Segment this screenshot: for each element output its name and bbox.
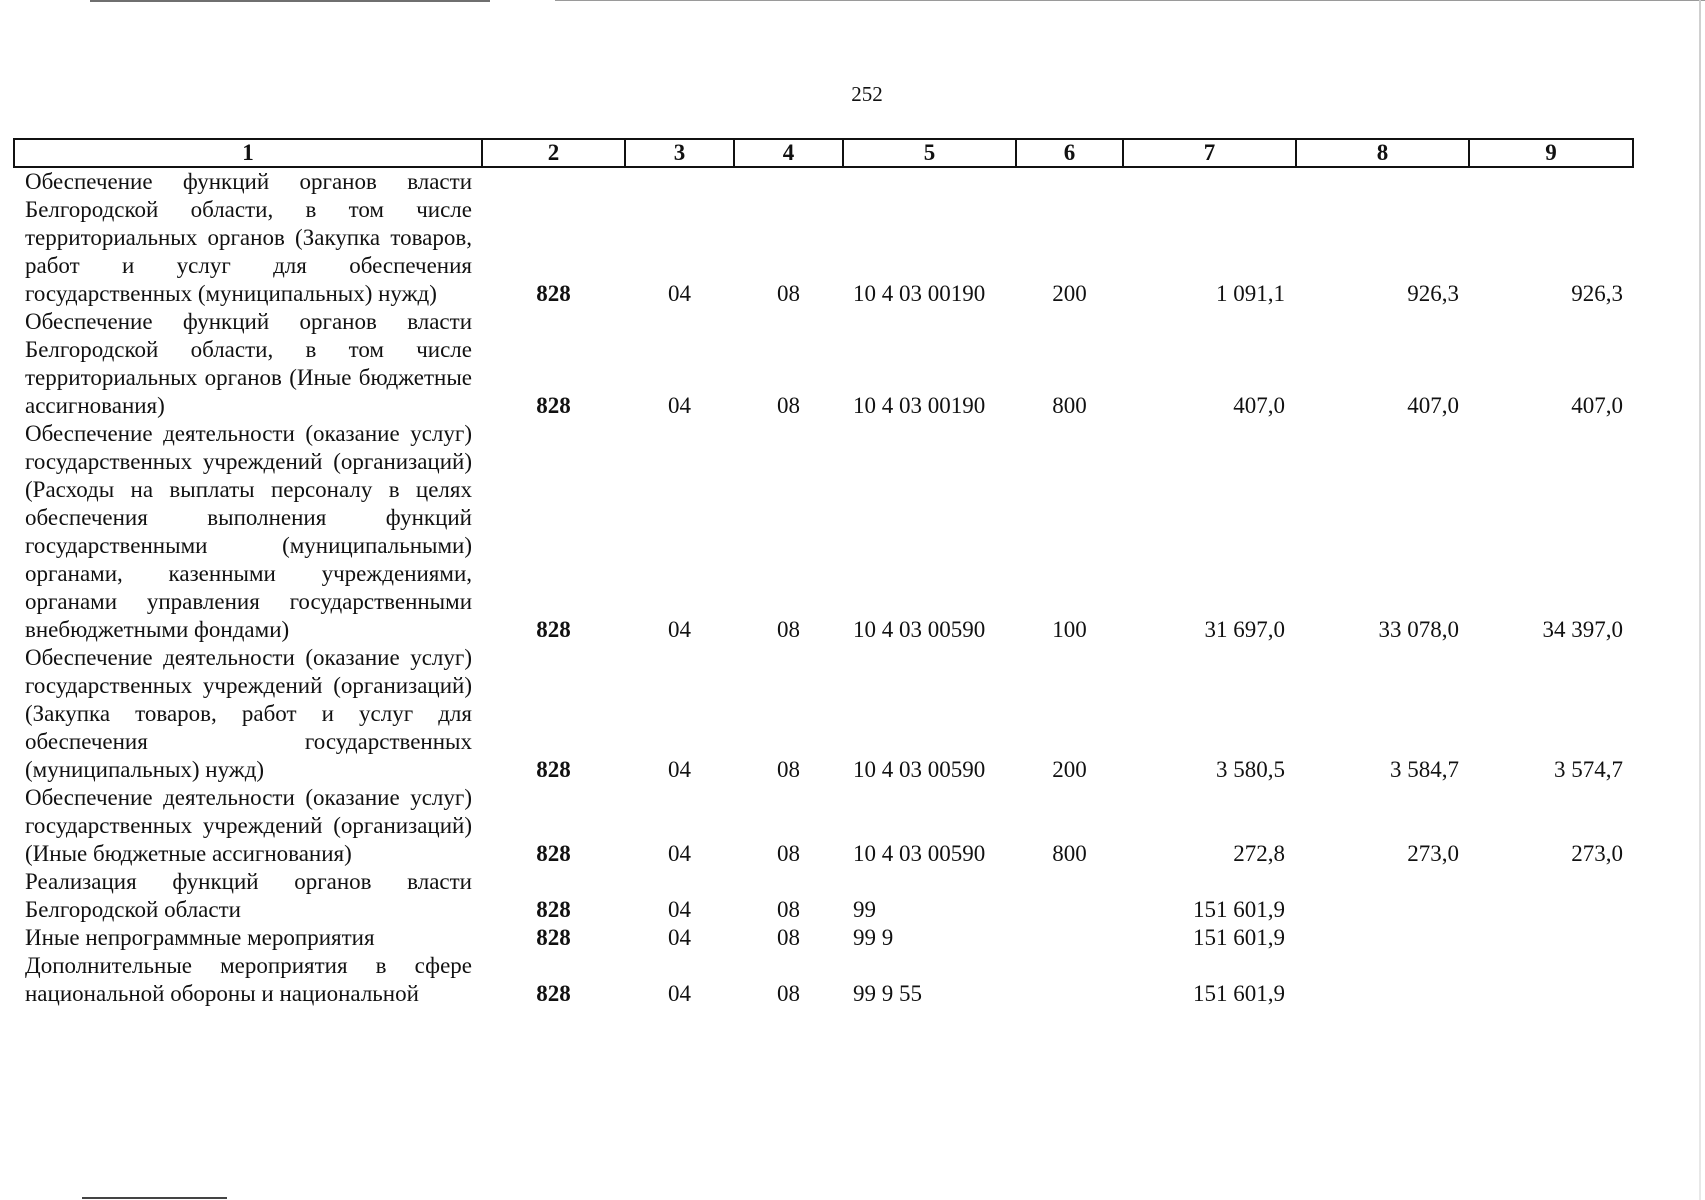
- cell-amount-year-2: 407,0: [1407, 393, 1459, 418]
- cell-target-article: 10 4 03 00190: [853, 393, 986, 418]
- cell-amount-year-1: 1 091,1: [1216, 281, 1285, 306]
- cell-amount-year-1: 407,0: [1233, 393, 1285, 418]
- cell-section: 04: [668, 393, 691, 418]
- cell-section: 04: [668, 617, 691, 642]
- cell-section: 04: [668, 281, 691, 306]
- scan-edge-line: [82, 1197, 227, 1199]
- cell-target-article: 99 9: [853, 925, 894, 950]
- column-header-target-article: 5: [843, 139, 1016, 167]
- table-body: [14, 167, 1633, 1008]
- cell-grbs: 828: [536, 897, 571, 922]
- column-header-amount-year-3: 9: [1469, 139, 1633, 167]
- cell-amount-year-2: 273,0: [1407, 841, 1459, 866]
- table-row: [14, 644, 1633, 784]
- cell-grbs: 828: [536, 925, 571, 950]
- cell-grbs: 828: [536, 981, 571, 1006]
- cell-amount-year-3: 3 574,7: [1554, 757, 1623, 782]
- cell-name: Иные непрограммные мероприятия: [25, 925, 375, 950]
- cell-amount-year-2: 3 584,7: [1390, 757, 1459, 782]
- table-row: [14, 868, 1633, 924]
- cell-grbs: 828: [536, 617, 571, 642]
- cell-subsection: 08: [777, 981, 800, 1006]
- cell-expense-type: 100: [1052, 617, 1087, 642]
- cell-amount-year-3: [1469, 952, 1633, 1008]
- cell-amount-year-2: [1296, 952, 1469, 1008]
- cell-amount-year-3: [1469, 924, 1633, 952]
- cell-section: 04: [668, 841, 691, 866]
- cell-subsection: 08: [777, 757, 800, 782]
- cell-amount-year-3: 926,3: [1571, 281, 1623, 306]
- cell-name: Обеспечение функций органов власти Белгородской области, в том числе территориальных органов (Закупка товаров, работ и услуг для обеспечения государственных (муниципальных) нужд): [25, 169, 472, 306]
- table-row: [14, 420, 1633, 644]
- cell-subsection: 08: [777, 897, 800, 922]
- cell-amount-year-2: [1296, 924, 1469, 952]
- header-row: [14, 139, 1633, 167]
- table-row: [14, 952, 1633, 1008]
- table-row: [14, 924, 1633, 952]
- cell-target-article: 10 4 03 00190: [853, 281, 986, 306]
- table-row: [14, 784, 1633, 868]
- cell-amount-year-3: 273,0: [1571, 841, 1623, 866]
- cell-amount-year-1: 151 601,9: [1193, 925, 1285, 950]
- cell-amount-year-2: 33 078,0: [1378, 617, 1459, 642]
- cell-subsection: 08: [777, 281, 800, 306]
- scan-edge-line: [555, 0, 1705, 1]
- cell-expense-type: [1016, 952, 1123, 1008]
- cell-grbs: 828: [536, 757, 571, 782]
- cell-target-article: 99: [853, 897, 876, 922]
- page-number: 252: [851, 82, 883, 106]
- cell-expense-type: 800: [1052, 841, 1087, 866]
- cell-amount-year-3: [1469, 868, 1633, 924]
- table-row: [14, 167, 1633, 308]
- scan-edge-shadow: [1699, 0, 1701, 1200]
- cell-target-article: 10 4 03 00590: [853, 617, 986, 642]
- cell-name: Реализация функций органов власти Белгородской области: [25, 869, 472, 922]
- cell-amount-year-3: 34 397,0: [1542, 617, 1623, 642]
- budget-table: [13, 138, 1634, 1008]
- cell-subsection: 08: [777, 617, 800, 642]
- cell-amount-year-2: [1296, 868, 1469, 924]
- cell-section: 04: [668, 981, 691, 1006]
- cell-amount-year-2: 926,3: [1407, 281, 1459, 306]
- cell-target-article: 10 4 03 00590: [853, 757, 986, 782]
- cell-target-article: 10 4 03 00590: [853, 841, 986, 866]
- cell-subsection: 08: [777, 393, 800, 418]
- cell-target-article: 99 9 55: [853, 981, 922, 1006]
- column-header-subsection: 4: [734, 139, 843, 167]
- cell-name: Дополнительные мероприятия в сфере национальной обороны и национальной: [25, 953, 472, 1006]
- cell-section: 04: [668, 925, 691, 950]
- column-header-expense-type: 6: [1016, 139, 1123, 167]
- cell-expense-type: [1016, 868, 1123, 924]
- column-header-grbs: 2: [482, 139, 625, 167]
- cell-name: Обеспечение деятельности (оказание услуг) государственных учреждений (организаций) (Расходы на выплаты персоналу в целях обеспечения выполнения функций государственными (муниципальными) органами, казенными учреждениями, органами управления государственными внебюджетными фондами): [25, 421, 472, 642]
- cell-section: 04: [668, 757, 691, 782]
- cell-amount-year-1: 3 580,5: [1216, 757, 1285, 782]
- cell-amount-year-1: 151 601,9: [1193, 897, 1285, 922]
- scan-edge-line: [90, 0, 490, 2]
- table-row: [14, 308, 1633, 420]
- cell-subsection: 08: [777, 925, 800, 950]
- cell-name: Обеспечение функций органов власти Белгородской области, в том числе территориальных органов (Иные бюджетные ассигнования): [25, 309, 472, 418]
- column-header-amount-year-2: 8: [1296, 139, 1469, 167]
- cell-amount-year-1: 151 601,9: [1193, 981, 1285, 1006]
- cell-name: Обеспечение деятельности (оказание услуг) государственных учреждений (организаций) (Закупка товаров, работ и услуг для обеспечения государственных (муниципальных) нужд): [25, 645, 472, 782]
- cell-expense-type: 800: [1052, 393, 1087, 418]
- cell-subsection: 08: [777, 841, 800, 866]
- column-header-section: 3: [625, 139, 734, 167]
- table-header: [14, 139, 1633, 167]
- cell-amount-year-3: 407,0: [1571, 393, 1623, 418]
- cell-amount-year-1: 272,8: [1233, 841, 1285, 866]
- cell-section: 04: [668, 897, 691, 922]
- cell-grbs: 828: [536, 841, 571, 866]
- cell-expense-type: 200: [1052, 281, 1087, 306]
- cell-expense-type: [1016, 924, 1123, 952]
- cell-amount-year-1: 31 697,0: [1204, 617, 1285, 642]
- cell-expense-type: 200: [1052, 757, 1087, 782]
- column-header-amount-year-1: 7: [1123, 139, 1296, 167]
- cell-grbs: 828: [536, 281, 571, 306]
- column-header-name: 1: [14, 139, 482, 167]
- cell-grbs: 828: [536, 393, 571, 418]
- cell-name: Обеспечение деятельности (оказание услуг) государственных учреждений (организаций) (Иные бюджетные ассигнования): [25, 785, 472, 866]
